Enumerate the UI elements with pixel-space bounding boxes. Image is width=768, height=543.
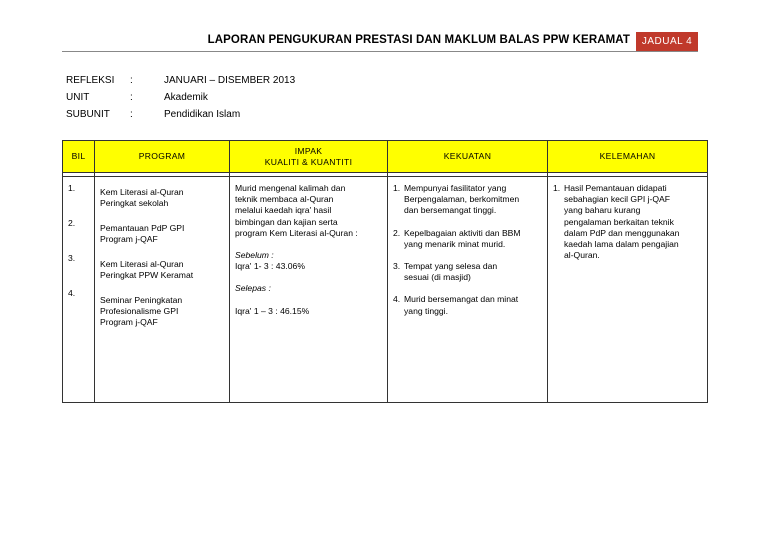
program-item (100, 223, 224, 245)
program-item (100, 295, 224, 329)
selepas-label: Selepas : (235, 283, 271, 294)
report-title: LAPORAN PENGUKURAN PRESTASI DAN MAKLUM BALAS PPW KERAMAT (207, 34, 630, 46)
kekuatan-item (393, 183, 542, 217)
bil-cell (63, 177, 95, 403)
kelemahan-line: Hasil Pemantauan didapati (564, 183, 667, 193)
meta-label: SUBUNIT (66, 109, 110, 120)
sebelum-value: Iqra' 1- 3 : 43.06% (235, 261, 305, 272)
program-line: Kem Literasi al-Quran (100, 258, 184, 269)
meta-label: REFLEKSI (66, 75, 115, 86)
table-header-row (63, 141, 708, 173)
meta-colon: : (130, 109, 133, 120)
kekuatan-number: 1. (393, 183, 401, 193)
kelemahan-line: yang baharu kurang (564, 205, 641, 216)
header-impak-line1: IMPAK (294, 145, 323, 156)
kekuatan-line: yang menarik minat murid. (404, 238, 506, 249)
program-line: Program j-QAF (100, 317, 158, 328)
program-item (100, 187, 224, 209)
program-line: Peringkat PPW Keramat (100, 270, 194, 281)
kekuatan-line: Murid bersemangat dan minat (404, 294, 519, 305)
kelemahan-item (553, 183, 702, 261)
kekuatan-line: yang tinggi. (404, 305, 448, 316)
kekuatan-item (393, 228, 542, 250)
meta-colon: : (130, 75, 133, 86)
kekuatan-line: Mempunyai fasilitator yang (404, 183, 507, 193)
program-line: Pemantauan PdP GPI (100, 222, 185, 233)
program-line: Seminar Peningkatan (100, 294, 183, 305)
kelemahan-line: sebahagian kecil GPI j-QAF (564, 194, 671, 205)
impak-line: teknik membaca al-Quran (235, 194, 334, 205)
kekuatan-number: 2. (393, 227, 401, 238)
meta-colon: : (130, 92, 133, 103)
bil-number: 3. (68, 253, 76, 263)
meta-row-subunit (66, 109, 466, 126)
kelemahan-cell (548, 177, 708, 403)
kekuatan-line: sesuai (di masjid) (404, 272, 471, 283)
meta-value: Akademik (164, 92, 208, 103)
impak-line: melalui kaedah iqra' hasil (235, 205, 332, 216)
program-line: Peringkat sekolah (100, 198, 169, 209)
sebelum-label: Sebelum : (235, 250, 274, 261)
kekuatan-item (393, 261, 542, 283)
header-divider (62, 51, 698, 52)
kekuatan-line: dan bersemangat tinggi. (404, 205, 497, 216)
header-kekuatan: KEKUATAN (388, 141, 548, 173)
impak-line: Murid mengenal kalimah dan (235, 183, 346, 193)
kelemahan-line: pengalaman berkaitan teknik (564, 216, 674, 227)
meta-row-refleksi (66, 75, 466, 92)
meta-label: UNIT (66, 92, 90, 103)
kekuatan-number: 4. (393, 294, 401, 305)
program-item (100, 259, 224, 281)
kelemahan-number: 1. (553, 183, 561, 193)
kelemahan-line: dalam PdP dan menggunakan (564, 227, 680, 238)
bil-number: 4. (68, 288, 76, 298)
meta-row-unit (66, 92, 466, 109)
kekuatan-cell (388, 177, 548, 403)
meta-value: JANUARI – DISEMBER 2013 (164, 75, 296, 86)
header-program: PROGRAM (95, 141, 230, 173)
program-line: Profesionalisme GPI (100, 305, 179, 316)
header-impak-line2: KUALITI & KUANTITI (264, 156, 353, 167)
kekuatan-item (393, 294, 542, 316)
program-line: Kem Literasi al-Quran (100, 187, 184, 197)
meta-value: Pendidikan Islam (164, 109, 241, 120)
table-row (63, 177, 708, 403)
kekuatan-number: 3. (393, 261, 401, 272)
header-bil: BIL (63, 141, 95, 173)
program-line: Program j-QAF (100, 234, 158, 245)
kekuatan-line: Berpengalaman, berkomitmen (404, 194, 520, 205)
impak-cell (230, 177, 388, 403)
selepas-value: Iqra' 1 – 3 : 46.15% (235, 305, 310, 316)
kekuatan-line: Kepelbagaian aktiviti dan BBM (404, 227, 521, 238)
report-table (62, 140, 708, 403)
kelemahan-line: al-Quran. (564, 250, 600, 261)
program-cell (95, 177, 230, 403)
header-impak (230, 141, 388, 173)
kekuatan-line: Tempat yang selesa dan (404, 261, 498, 272)
impak-line: bimbingan dan kajian serta (235, 216, 338, 227)
bil-number: 1. (68, 183, 76, 193)
impak-line: program Kem Literasi al-Quran : (235, 227, 358, 238)
schedule-badge: JADUAL 4 (636, 32, 698, 51)
bil-number: 2. (68, 218, 76, 228)
meta-info (66, 75, 466, 126)
header-kelemahan: KELEMAHAN (548, 141, 708, 173)
kelemahan-line: kaedah lama dalam pengajian (564, 239, 679, 250)
